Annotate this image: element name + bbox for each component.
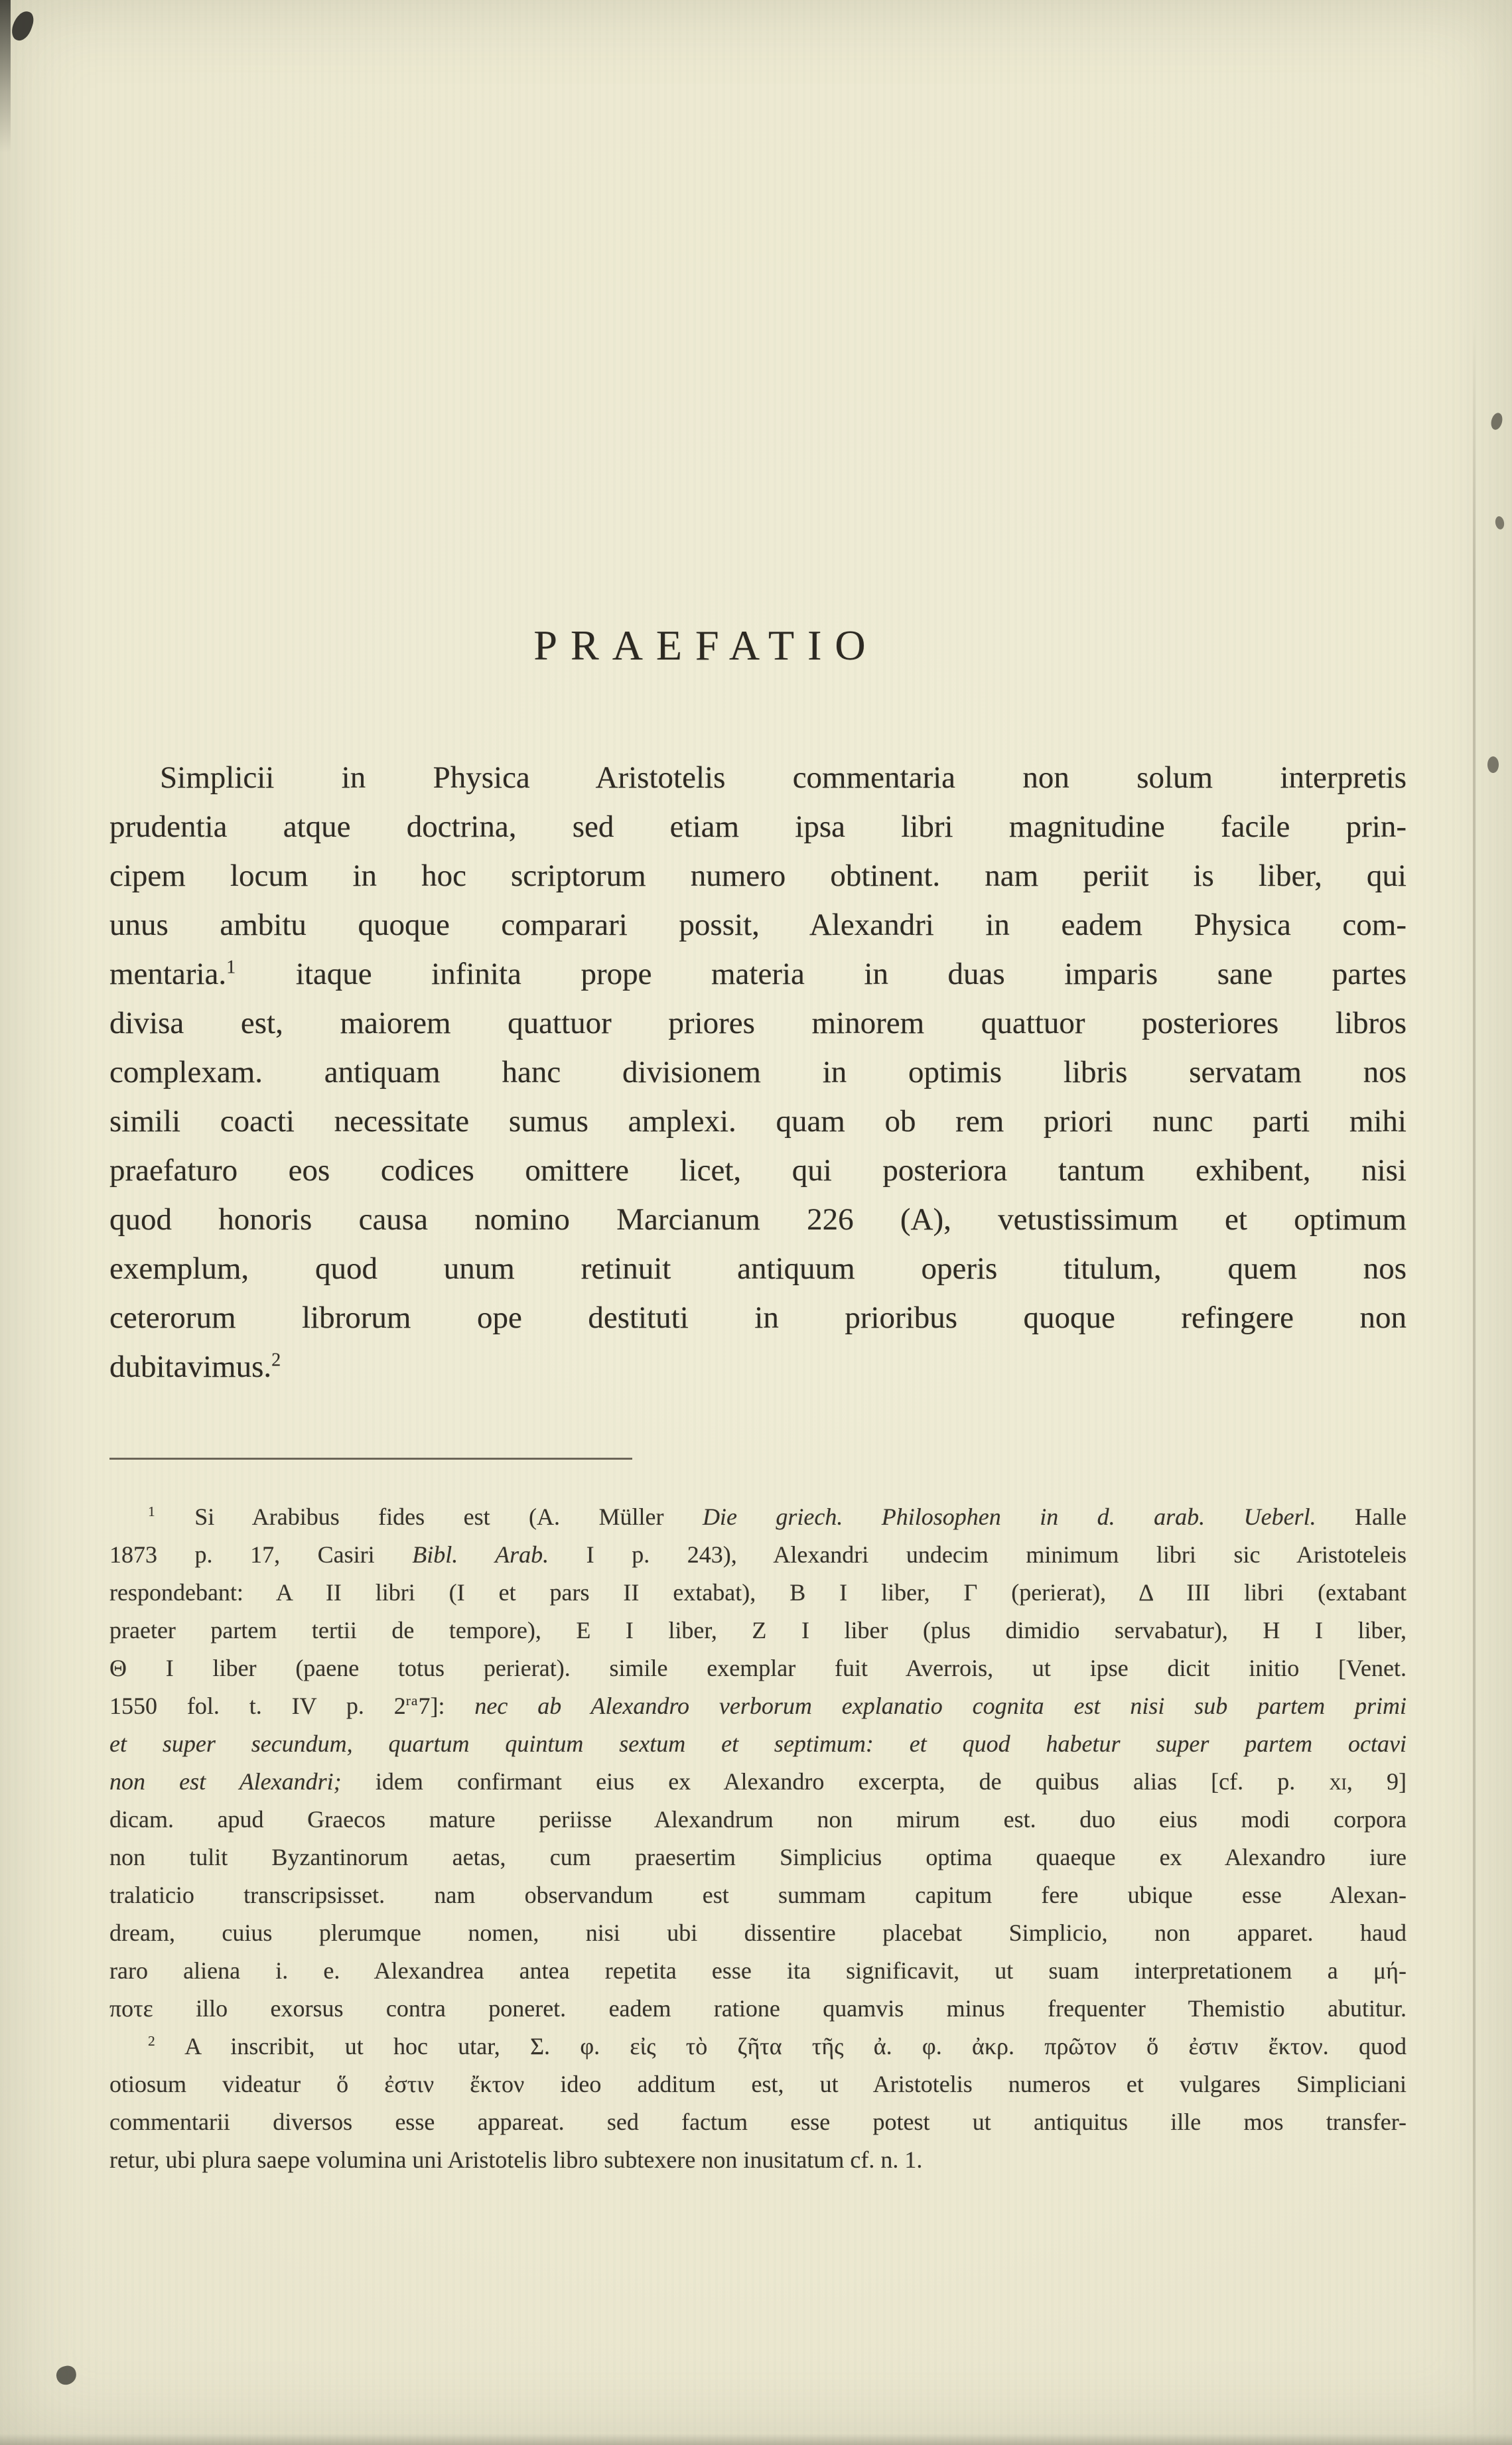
text-segment: non tulit Byzantinorum aetas, cum praesertim Simplicius optima quaeque ex Alexandro iure	[109, 1844, 1407, 1870]
scan-artifact-right-speck	[1489, 411, 1504, 431]
text-segment: dicam. apud Graecos mature periisse Alexandrum non mirum est. duo eius modi corpora	[109, 1806, 1407, 1833]
scan-artifact-top-left-blob	[9, 9, 36, 43]
text-segment: divisa est, maiorem quattuor priores minorem quattuor posteriores libros	[109, 1006, 1407, 1040]
text-line	[109, 1914, 1407, 1952]
text-segment: respondebant: A II libri (I et pars II extabat), B I liber, Γ (perierat), Δ III libri (extabant	[109, 1579, 1407, 1606]
text-line	[109, 1839, 1407, 1876]
text-segment: idem confirmant eius ex Alexandro excerpta, de quibus alias [cf. p.	[341, 1768, 1330, 1795]
text-segment: itaque infinita prope materia in duas imparis sane partes	[236, 957, 1407, 991]
footnote-marker: 1	[148, 1503, 156, 1519]
text-segment: unus ambitu quoque comparari possit, Alexandri in eadem Physica com-	[109, 908, 1407, 942]
text-segment: commentarii diversos esse appareat. sed factum esse potest ut antiquitus ille mos transfer-	[109, 2109, 1407, 2135]
text-line	[109, 851, 1407, 900]
text-line	[109, 1195, 1407, 1244]
text-segment: 1550 fol. t. IV p. 2	[109, 1693, 406, 1719]
text-segment: non est Alexandri;	[109, 1768, 342, 1795]
text-line	[109, 1244, 1407, 1293]
scan-artifact-left-edge	[0, 0, 11, 153]
text-segment: complexam. antiquam hanc divisionem in optimis libris servatam nos	[109, 1055, 1407, 1089]
footnote-marker: 1	[226, 957, 237, 978]
text-line	[109, 1952, 1407, 1990]
text-line	[109, 1536, 1407, 1574]
text-segment: 1873 p. 17, Casiri	[109, 1541, 413, 1568]
text-line	[109, 1293, 1407, 1342]
text-segment: ποτε illo exorsus contra poneret. eadem ratione quamvis minus frequenter Themistio abutitur.	[109, 1995, 1407, 2022]
text-line	[109, 1498, 1407, 1536]
text-segment: , 9]	[1346, 1768, 1407, 1795]
page-title: PRAEFATIO	[533, 621, 879, 669]
text-line	[109, 1876, 1407, 1914]
text-segment: tralaticio transcripsisset. nam observandum est summam capitum fere ubique esse Alexan-	[109, 1882, 1407, 1908]
text-line	[109, 2103, 1407, 2141]
text-segment: nec ab Alexandro verborum explanatio cognita est nisi sub partem primi	[474, 1693, 1407, 1719]
text-segment: praeter partem tertii de tempore), E I liber, Z I liber (plus dimidio servabatur), H I liber,	[109, 1617, 1407, 1643]
text-line	[109, 1725, 1407, 1763]
scan-artifact-bottom-left-blob	[54, 2364, 78, 2387]
text-segment: praefaturo eos codices omittere licet, qui posteriora tantum exhibent, nisi	[109, 1153, 1407, 1188]
text-line	[109, 900, 1407, 949]
text-segment: dubitavimus.	[109, 1350, 272, 1384]
text-line	[109, 1146, 1407, 1195]
footnote-marker: ra	[405, 1693, 419, 1709]
text-segment: Die griech. Philosophen in d. arab. Ueberl.	[702, 1503, 1316, 1530]
scan-artifact-fold-shadow	[1473, 318, 1476, 2445]
text-line	[109, 2141, 1407, 2179]
text-line	[109, 1097, 1407, 1146]
scan-artifact-right-speck	[1494, 516, 1505, 530]
text-line	[109, 2028, 1407, 2065]
text-line	[109, 949, 1407, 999]
text-segment: I p. 243), Alexandri undecim minimum libri sic Aristoteleis	[549, 1541, 1407, 1568]
text-segment: dream, cuius plerumque nomen, nisi ubi dissentire placebat Simplicio, non apparet. haud	[109, 1920, 1407, 1946]
text-line	[109, 1763, 1407, 1801]
text-segment: simili coacti necessitate sumus amplexi. quam ob rem priori nunc parti mihi	[109, 1104, 1407, 1139]
text-line	[109, 1574, 1407, 1612]
text-segment: Halle	[1316, 1503, 1407, 1530]
footnote-separator-rule	[109, 1458, 632, 1460]
footnote-2	[109, 2028, 1407, 2179]
text-segment: A inscribit, ut hoc utar, Σ. φ. εἰς τὸ ζῆτα τῆς ἀ. φ. ἀκρ. πρῶτον ὅ ἐστιν ἔκτον. quod	[155, 2033, 1407, 2060]
text-segment: exemplum, quod unum retinuit antiquum operis titulum, quem nos	[109, 1251, 1407, 1286]
footnote-marker: 2	[271, 1350, 282, 1371]
text-segment: retur, ubi plura saepe volumina uni Aristotelis libro subtexere non inusitatum cf. n. 1.	[109, 2146, 923, 2173]
text-line	[109, 999, 1407, 1048]
text-line	[109, 2065, 1407, 2103]
text-segment: Simplicii in Physica Aristotelis commentaria non solum interpretis	[160, 760, 1407, 795]
text-line	[109, 1687, 1407, 1725]
scan-artifact-right-speck	[1487, 756, 1499, 773]
text-line	[109, 753, 1407, 802]
text-segment: cipem locum in hoc scriptorum numero obtinent. nam periit is liber, qui	[109, 859, 1407, 893]
footnote-1	[109, 1498, 1407, 2028]
text-line	[109, 1048, 1407, 1097]
text-segment: prudentia atque doctrina, sed etiam ipsa libri magnitudine facile prin-	[109, 809, 1407, 844]
text-segment: Θ I liber (paene totus perierat). simile exemplar fuit Averrois, ut ipse dicit initio [Venet.	[109, 1655, 1407, 1681]
text-segment: xi	[1329, 1768, 1347, 1795]
text-segment: quod honoris causa nomino Marcianum 226 (A), vetustissimum et optimum	[109, 1202, 1407, 1237]
text-segment: raro aliena i. e. Alexandrea antea repetita esse ita significavit, ut suam interpretationem a μή-	[109, 1957, 1407, 1984]
scan-artifact-bottom-edge	[0, 2434, 1512, 2445]
text-line	[109, 1801, 1407, 1839]
text-segment: 7]:	[418, 1693, 475, 1719]
text-segment: otiosum videatur ὅ ἐστιν ἔκτον ideo additum est, ut Aristotelis numeros et vulgares Simpliciani	[109, 2071, 1407, 2097]
text-segment: Si Arabibus fides est (A. Müller	[155, 1503, 703, 1530]
footnotes	[109, 1498, 1407, 2179]
text-line	[109, 1990, 1407, 2028]
text-segment: et super secundum, quartum quintum sextum et septimum: et quod habetur super partem octavi	[109, 1730, 1407, 1757]
text-line	[109, 1612, 1407, 1649]
text-line	[109, 1649, 1407, 1687]
text-line	[109, 802, 1407, 851]
text-line	[109, 1342, 1407, 1391]
footnote-marker: 2	[148, 2033, 156, 2049]
preface-paragraph	[109, 753, 1407, 1391]
text-segment: mentaria.	[109, 957, 227, 991]
text-segment: Bibl. Arab.	[412, 1541, 549, 1568]
text-segment: ceterorum librorum ope destituti in prioribus quoque refingere non	[109, 1300, 1407, 1335]
